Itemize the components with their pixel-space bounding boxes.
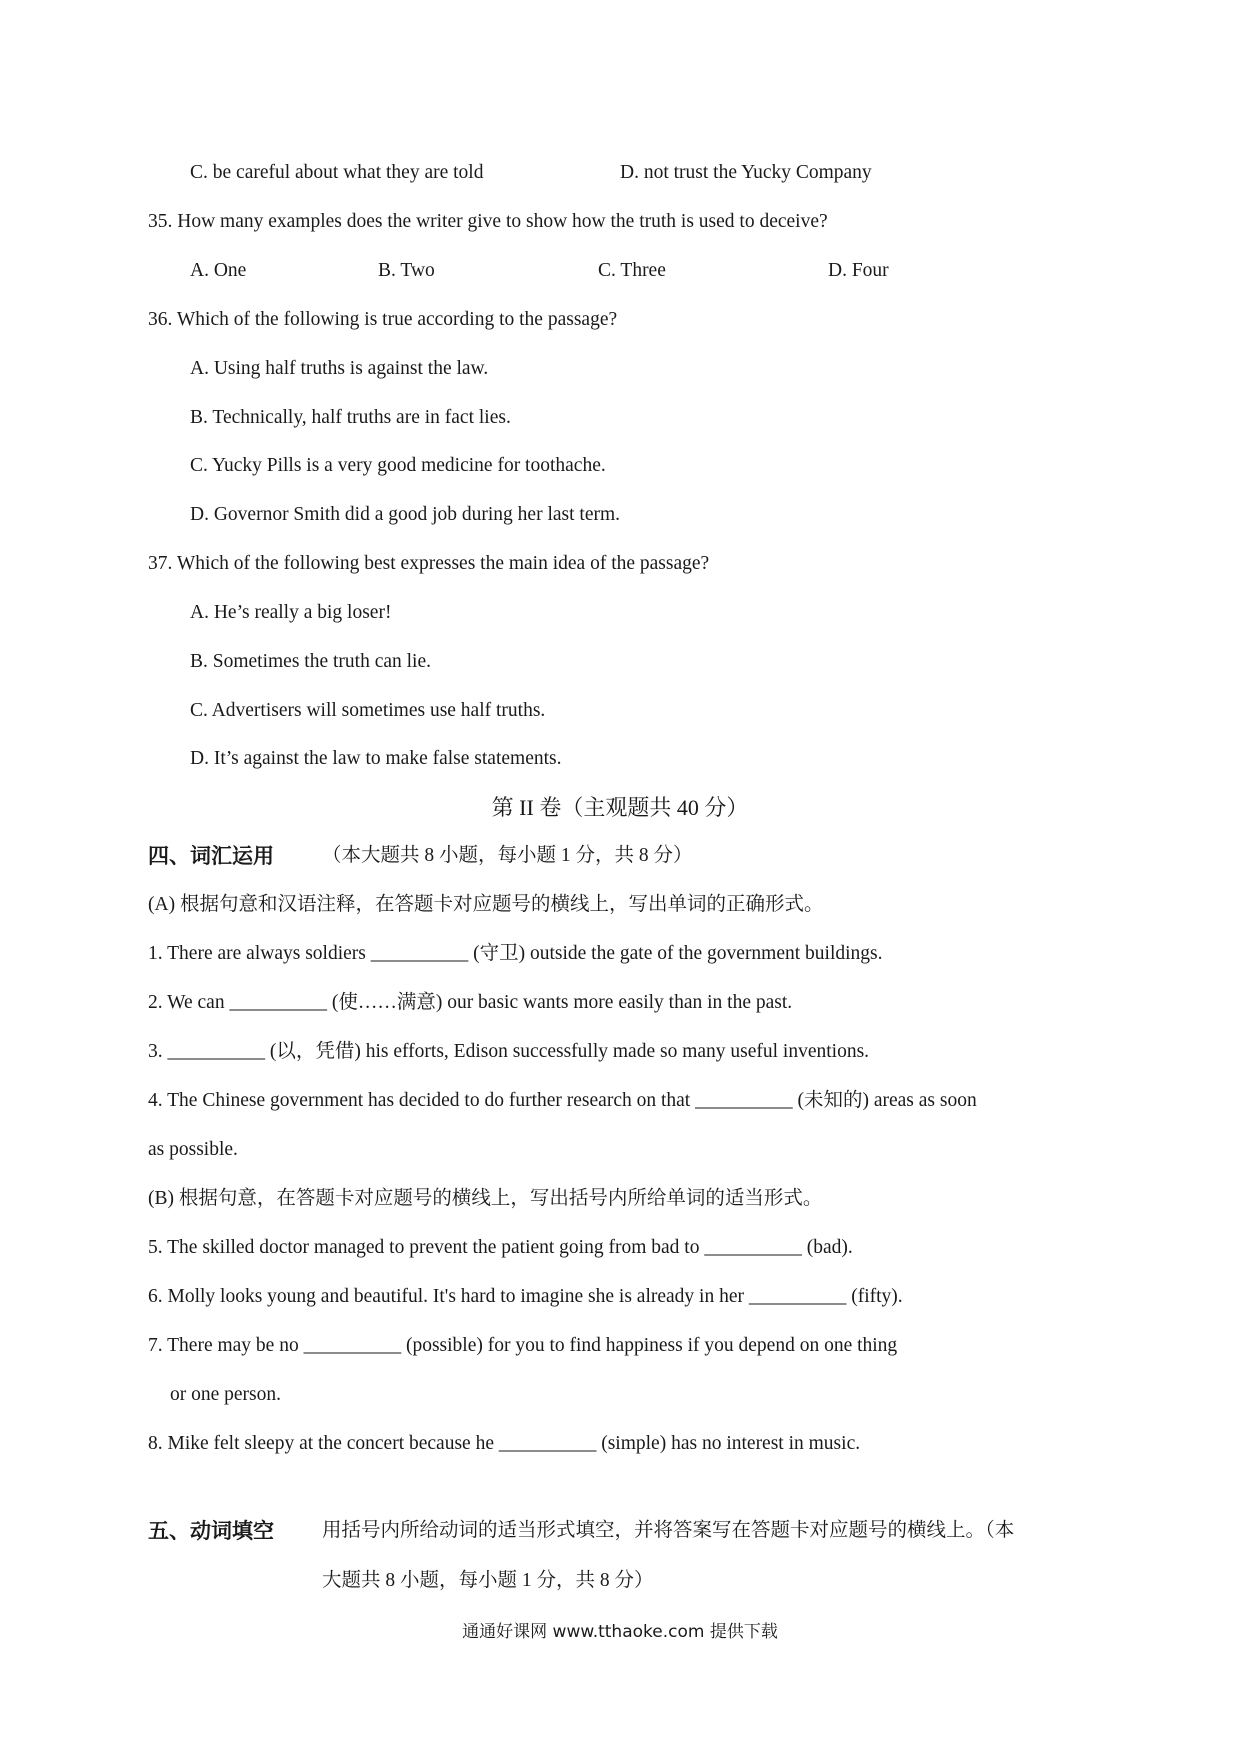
q35-stem: 35. How many examples does the writer give to show how the truth is used to deceive?	[148, 211, 828, 232]
vocab-item-4: 4. The Chinese government has decided to do further research on that __________ (未知的) areas as soon	[148, 1090, 977, 1111]
section5-instruction-line1: 用括号内所给动词的适当形式填空，并将答案写在答题卡对应题号的横线上。（本	[322, 1520, 1015, 1541]
vocab-item-7: 7. There may be no __________ (possible) for you to find happiness if you depend on one thing	[148, 1335, 898, 1356]
q36-stem: 36. Which of the following is true according to the passage?	[148, 309, 618, 330]
q34-option-d: D. not trust the Yucky Company	[620, 162, 872, 183]
section4-partA-instruction: (A) 根据句意和汉语注释，在答题卡对应题号的横线上，写出单词的正确形式。	[148, 894, 824, 915]
section5-instruction-line2: 大题共 8 小题，每小题 1 分，共 8 分）	[322, 1570, 654, 1591]
q37-option-a: A. He’s really a big loser!	[190, 602, 392, 623]
vocab-item-7-continued: or one person.	[170, 1384, 282, 1405]
q36-option-a: A. Using half truths is against the law.	[190, 358, 489, 379]
section4-partB-instruction: (B) 根据句意，在答题卡对应题号的横线上，写出括号内所给单词的适当形式。	[148, 1188, 823, 1209]
q35-option-b: B. Two	[378, 260, 435, 281]
q37-option-b: B. Sometimes the truth can lie.	[190, 651, 431, 672]
vocab-item-3: 3. __________ (以，凭借) his efforts, Edison successfully made so many useful inventions.	[148, 1041, 870, 1062]
q36-option-b: B. Technically, half truths are in fact lies.	[190, 407, 511, 428]
q37-option-d: D. It’s against the law to make false statements.	[190, 748, 562, 769]
section4-heading: 四、词汇运用	[148, 844, 274, 868]
part2-title: 第 II 卷（主观题共 40 分）	[491, 795, 749, 820]
q37-stem: 37. Which of the following best expresses the main idea of the passage?	[148, 553, 710, 574]
q35-option-d: D. Four	[828, 260, 889, 281]
vocab-item-8: 8. Mike felt sleepy at the concert because he __________ (simple) has no interest in music.	[148, 1433, 861, 1454]
q34-option-c: C. be careful about what they are told	[190, 162, 484, 183]
vocab-item-6: 6. Molly looks young and beautiful. It's hard to imagine she is already in her __________ (fifty).	[148, 1286, 903, 1307]
q36-option-d: D. Governor Smith did a good job during her last term.	[190, 504, 621, 525]
q35-option-a: A. One	[190, 260, 247, 281]
vocab-item-5: 5. The skilled doctor managed to prevent the patient going from bad to __________ (bad).	[148, 1237, 853, 1258]
section5-heading: 五、动词填空	[148, 1519, 274, 1543]
footer-watermark: 通通好课网 www.tthaoke.com 提供下载	[462, 1622, 778, 1642]
q36-option-c: C. Yucky Pills is a very good medicine for toothache.	[190, 455, 606, 476]
q37-option-c: C. Advertisers will sometimes use half truths.	[190, 700, 546, 721]
vocab-item-4-continued: as possible.	[148, 1139, 238, 1160]
section4-note: （本大题共 8 小题，每小题 1 分，共 8 分）	[322, 845, 693, 866]
vocab-item-2: 2. We can __________ (使……满意) our basic wants more easily than in the past.	[148, 992, 793, 1013]
vocab-item-1: 1. There are always soldiers __________ (守卫) outside the gate of the government buildings.	[148, 943, 883, 964]
q35-option-c: C. Three	[598, 260, 666, 281]
